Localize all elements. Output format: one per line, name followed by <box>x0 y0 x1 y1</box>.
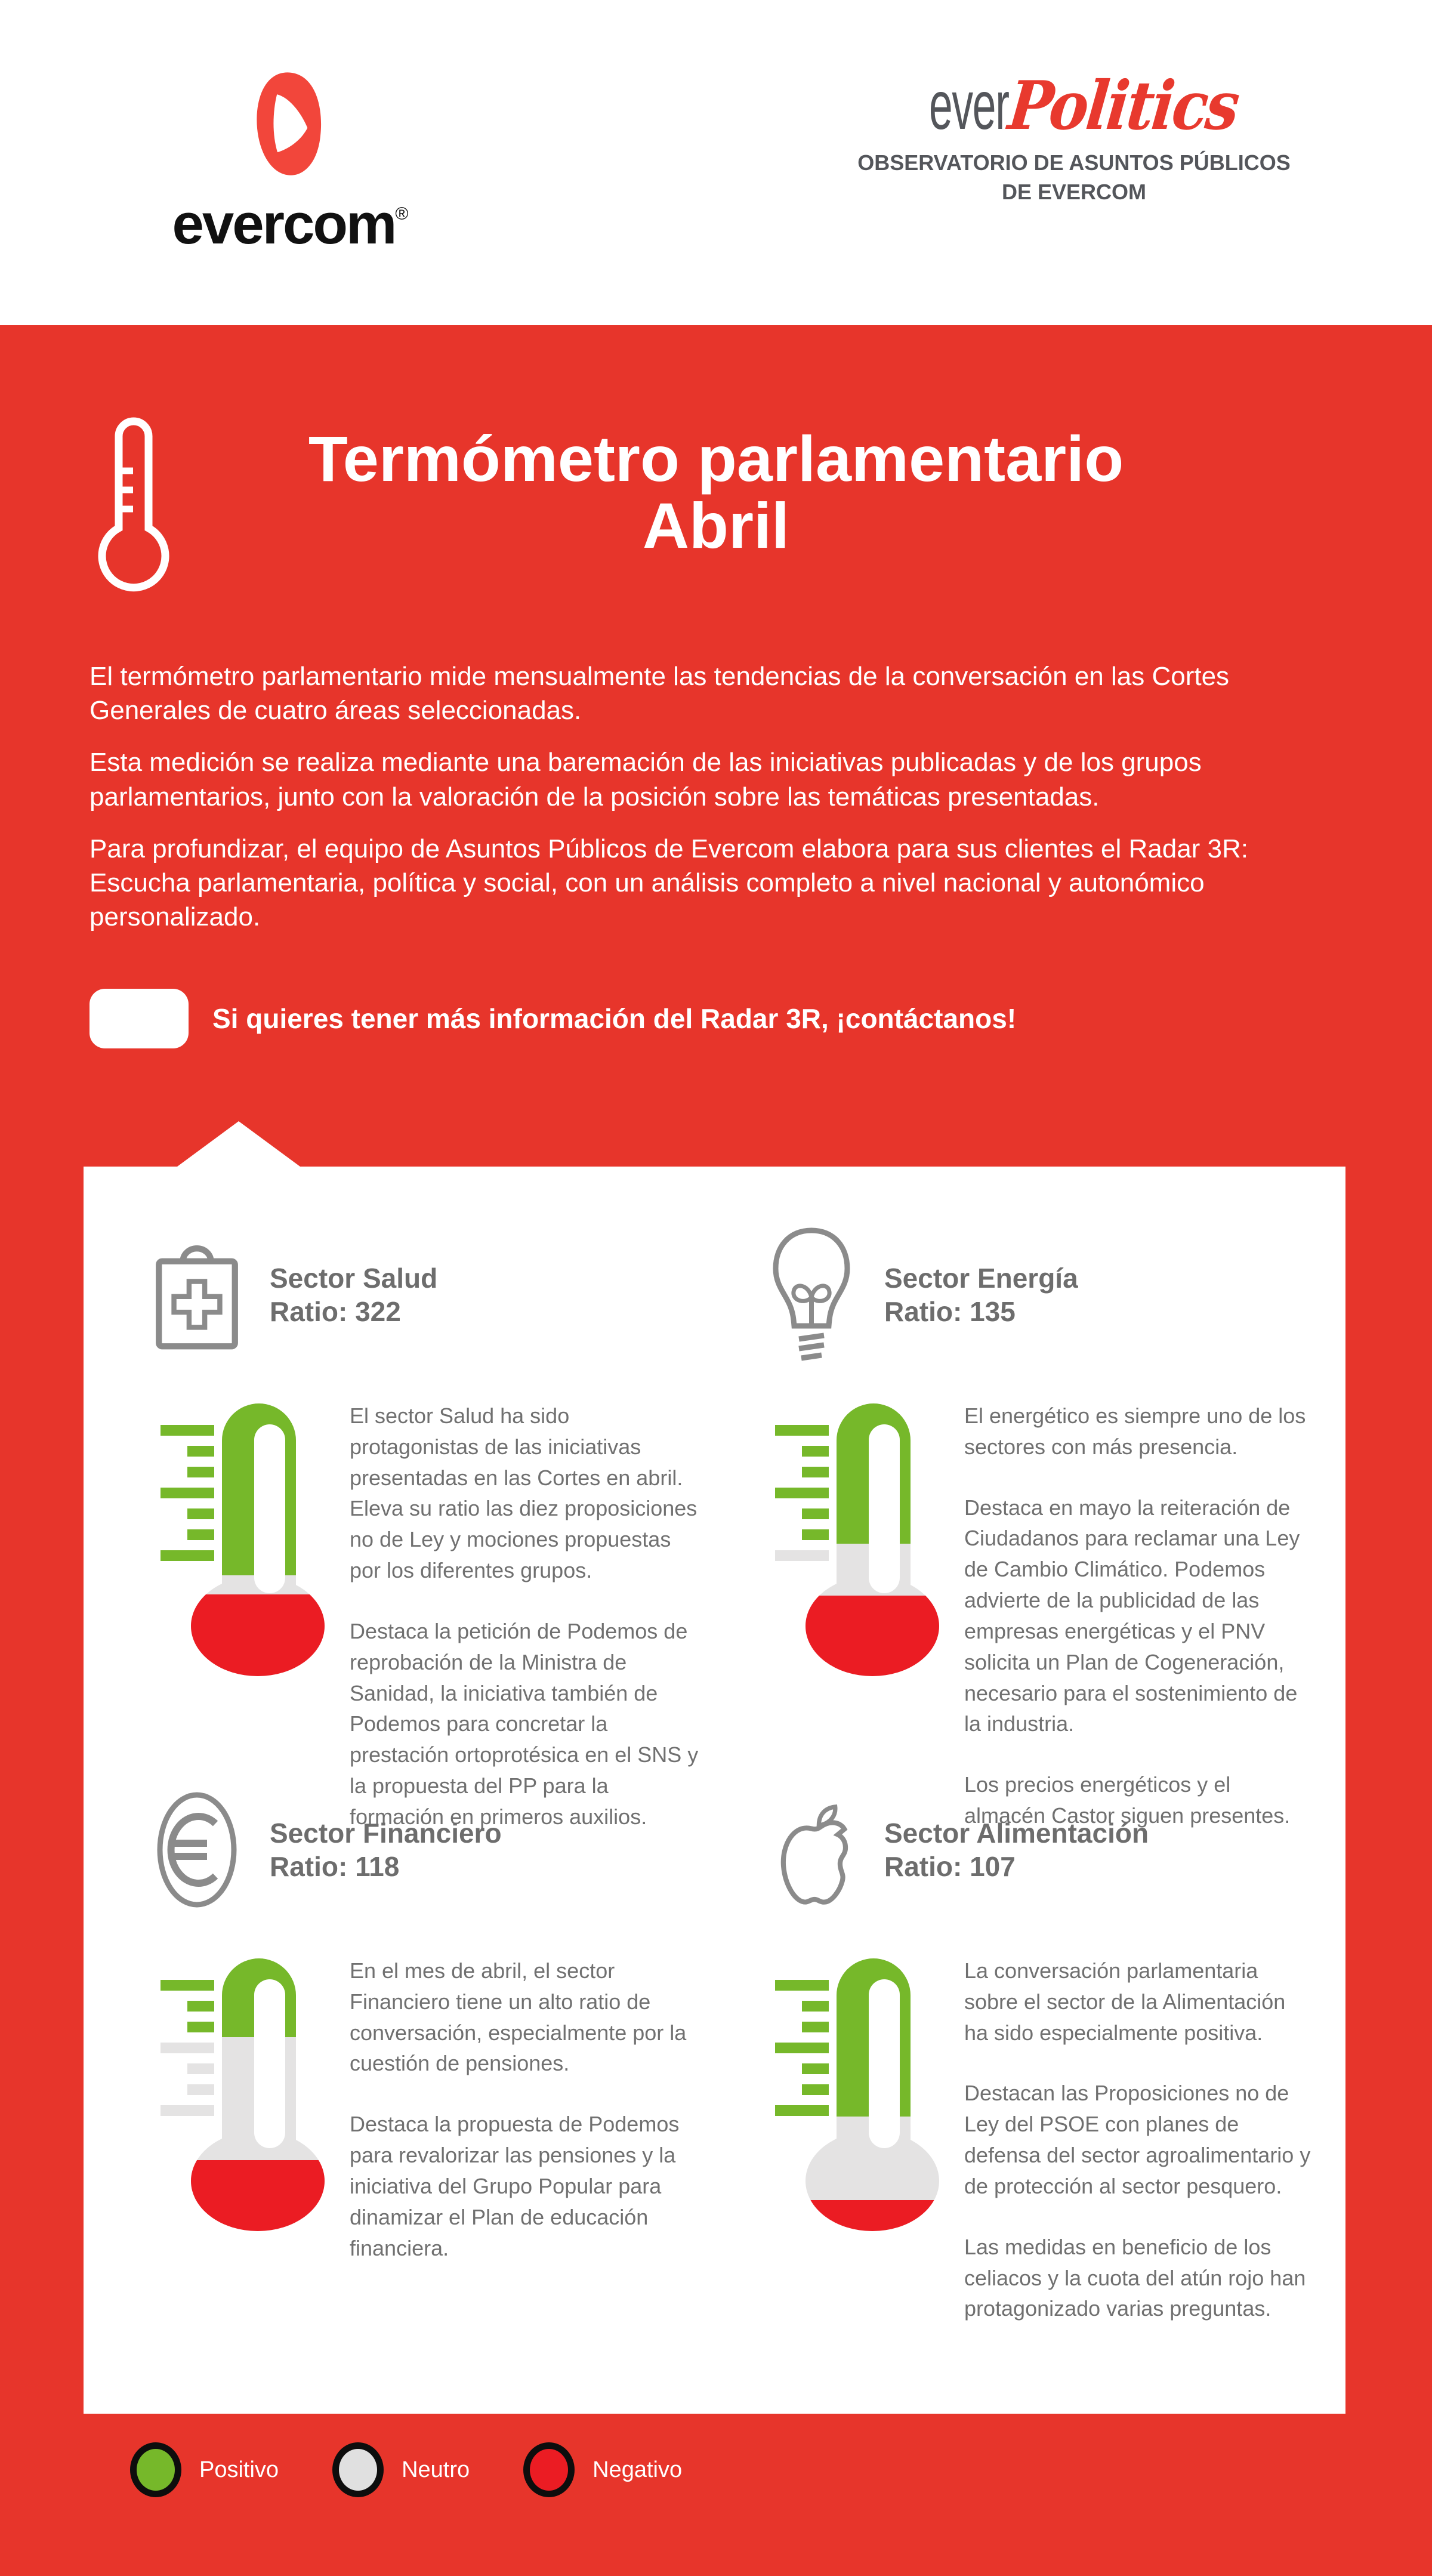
light-bulb-icon <box>764 1232 859 1358</box>
intro-paragraphs <box>90 659 1348 952</box>
euro-coin-icon <box>149 1787 245 1912</box>
card-notch <box>177 1121 300 1167</box>
sectors-card <box>84 1167 1345 2414</box>
evercom-blob-icon <box>251 177 328 187</box>
sector-alimentacion-text: La conversación parlamentaria sobre el sector de la Alimentación ha sido especialmente positiva. Destacan las Proposiciones no de Ley del PSOE con planes de defensa del sector agroalimentario y de protección al sector pesquero. Las medidas en beneficio de los celiacos y la cuota del atún rojo han protagonizado varias preguntas. <box>964 1958 1311 2321</box>
intro-paragraph: Para profundizar, el equipo de Asuntos Públicos de Evercom elabora para sus clientes el Radar 3R: Escucha parlamentaria, política y social, con un análisis completo a nivel nacional y autonómico personalizado. <box>90 834 1249 932</box>
thermometer-graphic-financiero <box>158 1943 337 2242</box>
sector-ratio: Ratio: 322 <box>270 1296 401 1327</box>
sector-name: Sector Salud <box>270 1262 438 1294</box>
sector-salud-text: El sector Salud ha sido protagonistas de las iniciativas presentadas en las Cortes en abril. Eleva su ratio las diez proposiciones no de Ley y mociones propuestas por los diferentes grupos. Destaca la petición de Podemos de reprobación de la Ministra de Sanidad, la iniciativa también de Podemos para concretar la prestación ortoprotésica en el SNS y la propuesta del PP para la formación en primeros auxilios. <box>350 1403 699 1829</box>
positive-dot-icon <box>130 2442 181 2497</box>
page-title: Termómetro parlamentario Abril <box>308 422 1124 562</box>
everpolitics-wordmark: everPolitics <box>928 67 1241 145</box>
cta-label[interactable]: Si quieres tener más información del Radar 3R, ¡contáctanos! <box>212 1003 1017 1034</box>
sector-alimentacion-body <box>764 1943 1322 2354</box>
thermometer-graphic-alimentacion <box>772 1943 951 2242</box>
registered-mark: ® <box>395 204 407 224</box>
sector-salud <box>149 1226 707 1862</box>
sector-name: Sector Financiero <box>270 1817 502 1849</box>
sector-financiero-body <box>149 1943 707 2293</box>
sector-ratio: Ratio: 107 <box>884 1851 1016 1882</box>
sector-ratio: Ratio: 135 <box>884 1296 1016 1327</box>
cta-pill-button[interactable] <box>90 989 189 1048</box>
sector-name: Sector Alimentación <box>884 1817 1149 1849</box>
sector-energia <box>764 1226 1322 1861</box>
legend-item-neutro: Neutro <box>332 2442 470 2497</box>
apple-icon <box>764 1787 859 1912</box>
header <box>0 0 1432 325</box>
sector-financiero-text: En el mes de abril, el sector Financiero tiene un alto ratio de conversación, especialmente por la cuestión de pensiones. Destaca la propuesta de Podemos para revalorizar las pensiones y la iniciativa del Grupo Popular para dinamizar el Plan de educación financiera. <box>350 1958 687 2260</box>
sector-financiero <box>149 1781 707 2293</box>
sector-energia-header <box>764 1232 1322 1358</box>
negative-dot-icon <box>523 2442 575 2497</box>
thermometer-graphic-energia <box>772 1389 951 1687</box>
sector-alimentacion-header <box>764 1787 1322 1912</box>
sector-salud-header <box>149 1232 707 1358</box>
sector-financiero-titles <box>270 1816 502 1883</box>
everpolitics-logo <box>806 67 1342 206</box>
sector-alimentacion-titles <box>884 1816 1149 1883</box>
intro-paragraph: Esta medición se realiza mediante una baremación de las iniciativas publicadas y de los grupos parlamentarios, junto con la valoración de la posición sobre las temáticas presentadas. <box>90 748 1202 812</box>
intro-paragraph: El termómetro parlamentario mide mensualmente las tendencias de la conversación en las Cortes Generales de cuatro áreas seleccionadas. <box>90 662 1230 726</box>
sector-energia-text: El energético es siempre uno de los sectores con más presencia. Destaca en mayo la reiteración de Ciudadanos para reclamar una Ley de Cambio Climático. Podemos advierte de la publicidad de las empresas energéticas y el PNV solicita un Plan de Cogeneración, necesario para el sostenimiento de la industria. Los precios energéticos y el almacén Castor siguen presentes. <box>964 1403 1306 1828</box>
sector-name: Sector Energía <box>884 1262 1078 1294</box>
legend-item-negativo: Negativo <box>523 2442 682 2497</box>
evercom-logo <box>167 63 412 257</box>
neutral-dot-icon <box>332 2442 384 2497</box>
sentiment-legend <box>130 2442 736 2497</box>
contact-cta[interactable] <box>90 989 1016 1048</box>
sector-financiero-header <box>149 1787 707 1912</box>
first-aid-kit-icon <box>149 1232 245 1358</box>
evercom-wordmark: evercom® <box>172 192 407 256</box>
sector-energia-titles <box>884 1261 1078 1328</box>
sector-salud-titles <box>270 1261 437 1328</box>
thermometer-graphic-salud <box>158 1389 337 1687</box>
sector-ratio: Ratio: 118 <box>270 1851 400 1882</box>
legend-item-positivo: Positivo <box>130 2442 279 2497</box>
sector-alimentacion <box>764 1781 1322 2354</box>
everpolitics-subtitle: OBSERVATORIO DE ASUNTOS PÚBLICOS DE EVERCOM <box>857 150 1291 204</box>
